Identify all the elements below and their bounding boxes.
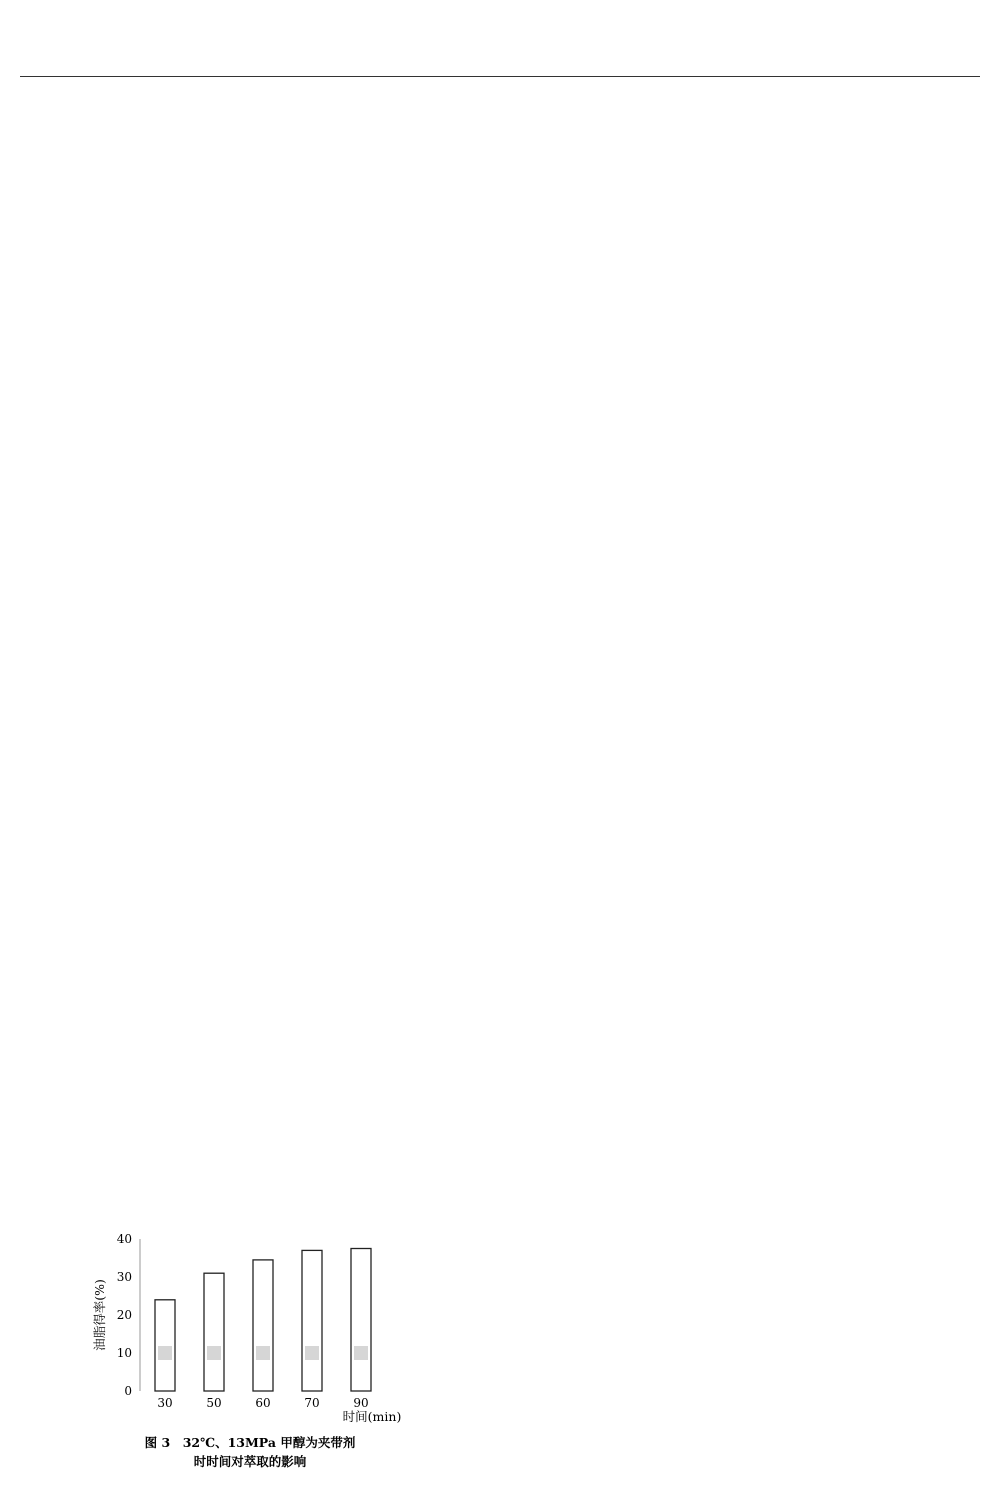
x-tick-label: 90: [353, 1396, 369, 1410]
x-tick-label: 30: [157, 1396, 173, 1410]
bar-texture: [158, 1346, 172, 1360]
figure-1: [92, 160, 412, 375]
y-tick-label: 20: [116, 1308, 132, 1322]
table-1: [535, 380, 955, 386]
table-2: [520, 1187, 970, 1193]
x-axis-label: 时间(min): [342, 1409, 402, 1424]
x-tick-label: 50: [206, 1396, 222, 1410]
figure-3: [92, 1225, 425, 1475]
bar-texture: [305, 1346, 319, 1360]
figure-3-chart: [92, 1225, 425, 1475]
bar: [204, 1273, 224, 1391]
bar: [302, 1250, 322, 1391]
figure-caption-line-1: 图 3 32℃、13MPa 甲醇为夹带剂: [144, 1435, 356, 1450]
page-header: [20, 40, 980, 74]
y-tick-label: 10: [116, 1346, 132, 1360]
y-tick-label: 30: [116, 1270, 132, 1284]
figure-caption-line-2: 时时间对萃取的影响: [193, 1454, 307, 1469]
figure-2: [95, 768, 425, 993]
figure-2-chart: [95, 768, 425, 993]
bar: [351, 1249, 371, 1392]
bar: [253, 1260, 273, 1391]
bar: [155, 1300, 175, 1391]
bar-texture: [256, 1346, 270, 1360]
y-tick-label: 40: [116, 1232, 132, 1246]
bar-texture: [207, 1346, 221, 1360]
x-tick-label: 70: [304, 1396, 320, 1410]
header-rule: [20, 76, 980, 77]
x-tick-label: 60: [255, 1396, 271, 1410]
figure-1-chart: [92, 160, 412, 375]
y-axis-label: 油脂得率(%): [92, 1279, 107, 1351]
bar-texture: [354, 1346, 368, 1360]
y-tick-label: 0: [124, 1384, 132, 1398]
